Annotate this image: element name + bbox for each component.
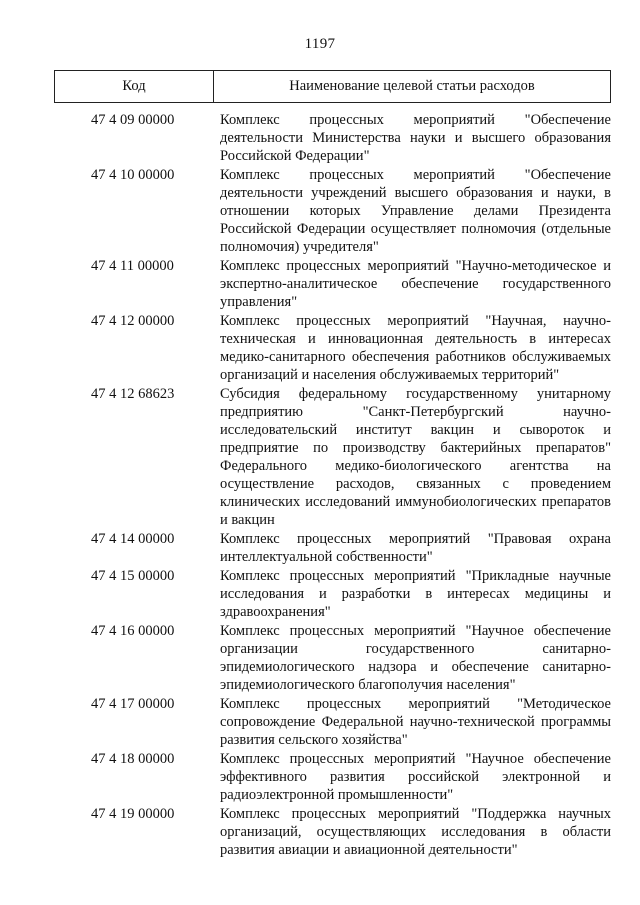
header-name: Наименование целевой статьи расходов [289,78,535,94]
table-row [54,567,611,621]
table-row [54,530,611,566]
table-row [54,111,611,165]
table-row [54,622,611,694]
row-name: Комплекс процессных мероприятий "Методическое сопровождение Федеральной научно-технической программы развития сельского хозяйства" [220,696,611,748]
table-row [54,257,611,311]
row-name: Комплекс процессных мероприятий "Правовая охрана интеллектуальной собственности" [220,531,611,565]
row-name: Комплекс процессных мероприятий "Научное обеспечение эффективного развития российской электронной и радиоэлектронной промышленности" [220,751,611,803]
table-body [54,103,611,859]
table-row [54,312,611,384]
row-name: Комплекс процессных мероприятий "Обеспечение деятельности учреждений высшего образования и науки, в отношении которых Управление делами Президента Российской Федерации осуществляет полномочия (отдельные полномочия) учредителя" [220,167,611,255]
header-code: Код [55,71,214,102]
row-code: 47 4 15 00000 [91,568,175,584]
table-row [54,750,611,804]
row-code: 47 4 19 00000 [91,806,175,822]
row-name: Комплекс процессных мероприятий "Прикладные научные исследования и разработки в интересах медицины и здравоохранения" [220,568,611,620]
row-code: 47 4 18 00000 [91,751,175,767]
table-row [54,166,611,256]
row-code: 47 4 11 00000 [91,258,174,274]
row-code: 47 4 09 00000 [91,112,175,128]
row-name: Комплекс процессных мероприятий "Научная, научно-техническая и инновационная деятельность в интересах медико-санитарного обеспечения работников обслуживаемых организаций и населения обслуживаемых территорий" [220,313,611,383]
row-code: 47 4 10 00000 [91,167,175,183]
row-code: 47 4 14 00000 [91,531,175,547]
table-row [54,385,611,529]
row-name: Комплекс процессных мероприятий "Обеспечение деятельности Министерства науки и высшего образования Российской Федерации" [220,112,611,164]
table-header [54,70,611,103]
table-row [54,805,611,859]
row-name: Комплекс процессных мероприятий "Научное обеспечение организации государственного санитарно-эпидемиологического надзора и обеспечение санитарно-эпидемиологического благополучия населения" [220,623,611,693]
row-name: Субсидия федеральному государственному унитарному предприятию "Санкт-Петербургский научно-исследовательский институт вакцин и сывороток и предприятие по производству бактерийных препаратов" Федерального медико-биологического агентства на осуществление расходов, связанных с проведением клинических исследований иммунобиологических препаратов и вакцин [220,386,611,528]
row-code: 47 4 12 68623 [91,386,175,402]
page-number: 1197 [304,36,336,52]
row-name: Комплекс процессных мероприятий "Поддержка научных организаций, осуществляющих исследования в области развития авиации и авиационной деятельности" [220,806,611,858]
row-code: 47 4 17 00000 [91,696,175,712]
table-row [54,695,611,749]
budget-code-table [54,70,611,860]
row-code: 47 4 12 00000 [91,313,175,329]
row-name: Комплекс процессных мероприятий "Научно-методическое и экспертно-аналитическое обеспечение государственного управления" [220,258,611,310]
row-code: 47 4 16 00000 [91,623,175,639]
